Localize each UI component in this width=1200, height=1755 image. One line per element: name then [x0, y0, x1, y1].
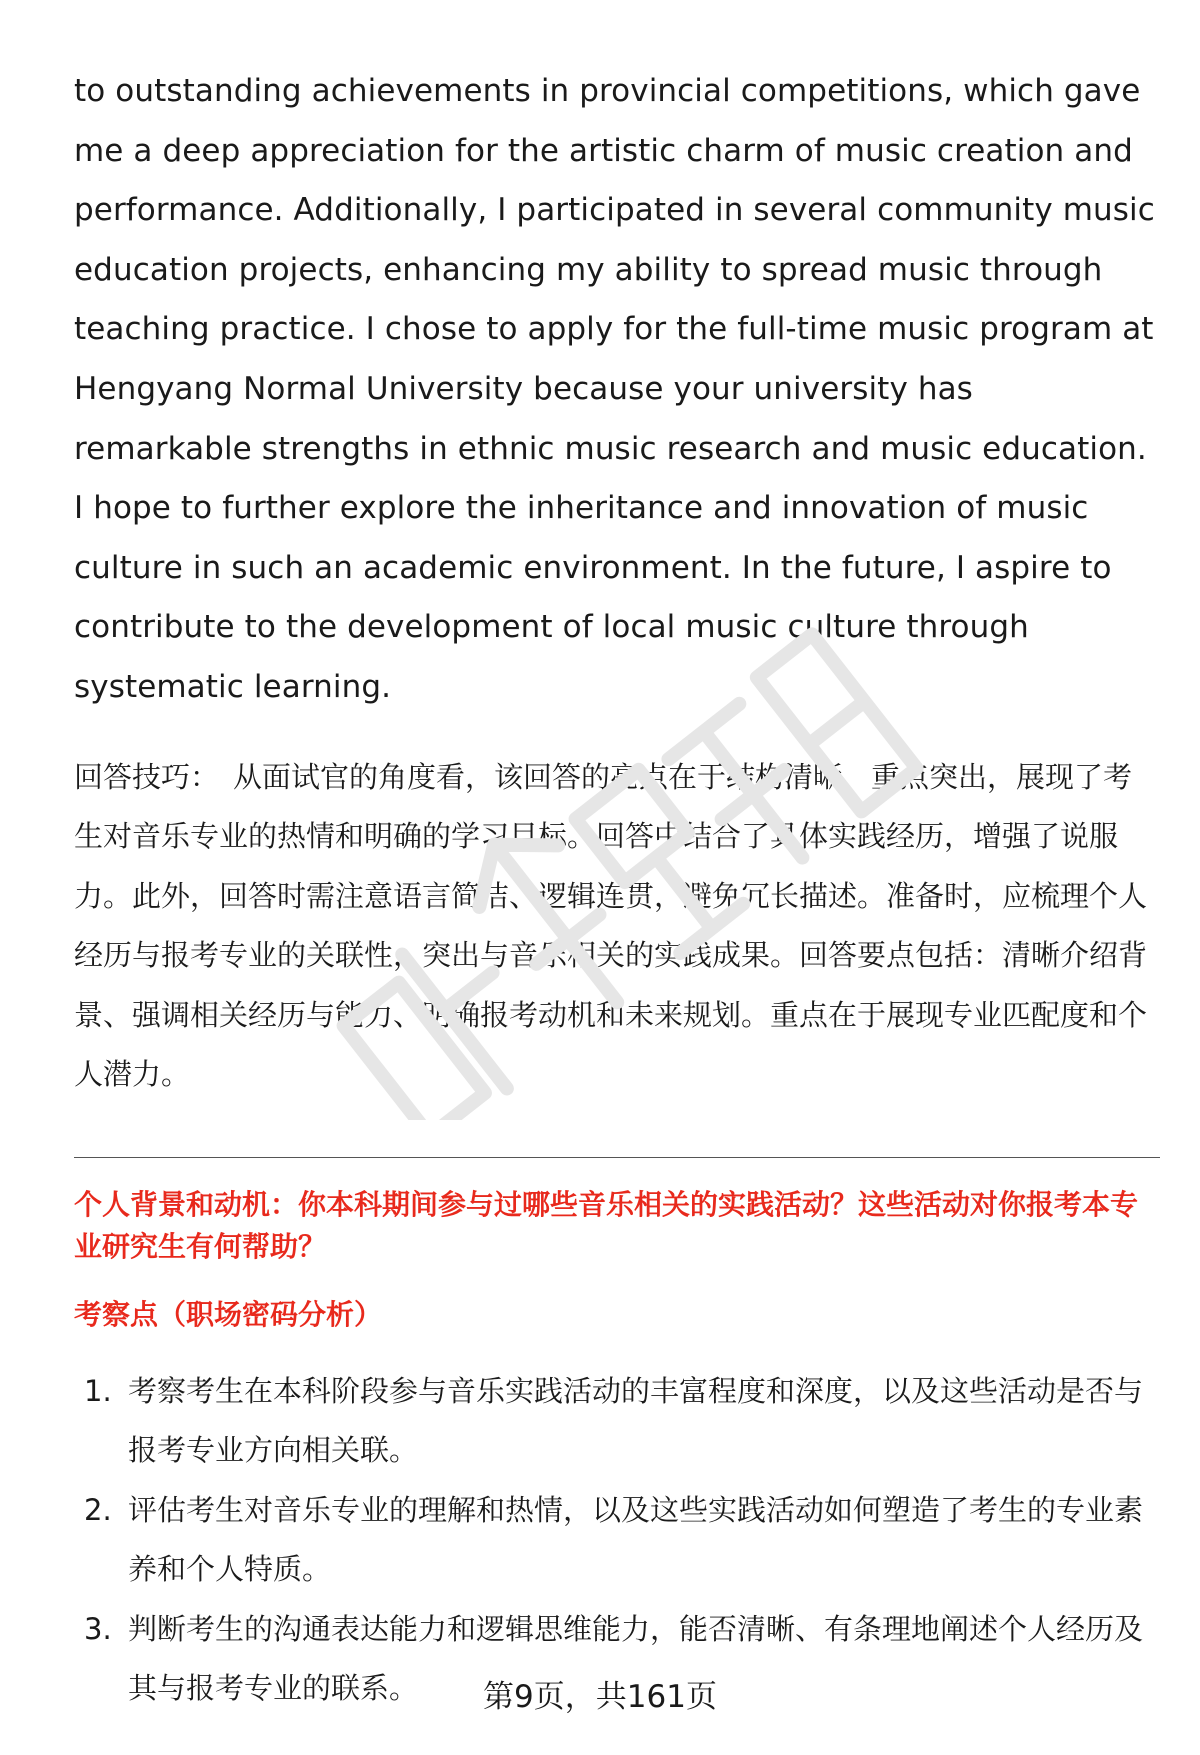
answer-tip-label: 回答技巧： [74, 759, 220, 794]
document-page [74, 62, 1160, 1719]
section-divider [74, 1157, 1160, 1158]
assessment-points-list [74, 1362, 1160, 1719]
list-item-text: 判断考生的沟通表达能力和逻辑思维能力，能否清晰、有条理地阐述个人经历及其与报考专业的联系。 [128, 1611, 1144, 1706]
list-item-number: 2. [84, 1492, 112, 1527]
list-item-number: 3. [84, 1611, 112, 1646]
english-answer-paragraph: to outstanding achievements in provincial competitions, which gave me a deep appreciation for the artistic charm of music creation and performance. Additionally, I participated in several community music education projects, enhancing my ability to spread music through teaching practice. I chose to apply for the full-time music program at Hengyang Normal University because your university has remarkable strengths in ethnic music research and music education. I hope to further explore the inheritance and innovation of music culture in such an academic environment. In the future, I aspire to contribute to the development of local music culture through systematic learning. [74, 73, 1155, 705]
list-item [74, 1362, 1160, 1481]
answer-tip-text: 从面试官的角度看，该回答的亮点在于结构清晰、重点突出，展现了考生对音乐专业的热情和明确的学习目标。回答中结合了具体实践经历，增强了说服力。此外，回答时需注意语言简洁、逻辑连贯，避免冗长描述。准备时，应梳理个人经历与报考专业的关联性，突出与音乐相关的实践成果。回答要点包括：清晰介绍背景、强调相关经历与能力、明确报考动机和未来规划。重点在于展现专业匹配度和个人潜力。 [74, 759, 1148, 1092]
interview-question: 个人背景和动机：你本科期间参与过哪些音乐相关的实践活动？这些活动对你报考本专业研究生有何帮助？ [74, 1187, 1139, 1263]
list-item [74, 1481, 1160, 1600]
list-item-number: 1. [84, 1373, 112, 1408]
list-item-text: 评估考生对音乐专业的理解和热情，以及这些实践活动如何塑造了考生的专业素养和个人特质。 [128, 1492, 1144, 1587]
assessment-points-heading: 考察点（职场密码分析） [74, 1297, 383, 1331]
list-item-text: 考察考生在本科阶段参与音乐实践活动的丰富程度和深度，以及这些活动是否与报考专业方向相关联。 [128, 1373, 1144, 1468]
page-number-footer: 第9页，共161页 [483, 1679, 717, 1715]
answer-tip-paragraph [74, 748, 1160, 1105]
